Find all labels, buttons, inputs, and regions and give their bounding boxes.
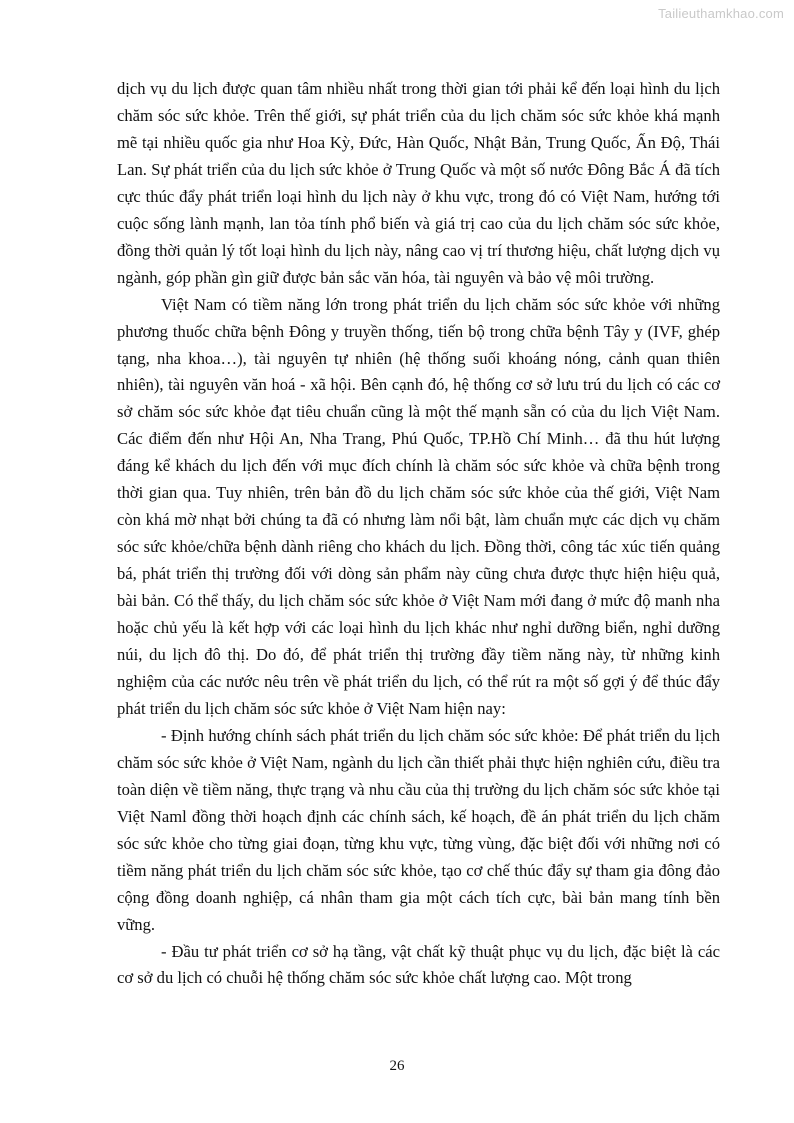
document-body: [117, 76, 720, 992]
page-number: 26: [389, 1058, 405, 1074]
paragraph-infrastructure-investment: - Đầu tư phát triển cơ sở hạ tầng, vật chất kỹ thuật phục vụ du lịch, đặc biệt là các cơ sở du lịch có chuỗi hệ thống chăm sóc sức khỏe chất lượng cao. Một trong: [117, 941, 720, 988]
paragraph-policy-orientation: - Định hướng chính sách phát triển du lịch chăm sóc sức khỏe: Để phát triển du lịch chăm sóc sức khỏe ở Việt Nam, ngành du lịch cần thiết phải thực hiện nghiên cứu, điều tra toàn diện về tiềm năng, thực trạng và nhu cầu của thị trường du lịch chăm sóc sức khỏe tại Việt Naml đồng thời hoạch định các chính sách, kế hoạch, đề án phát triển du lịch chăm sóc sức khỏe cho từng giai đoạn, từng khu vực, từng vùng, đặc biệt đối với những nơi có tiềm năng phát triển du lịch chăm sóc sức khỏe, tạo cơ chế thúc đẩy sự tham gia đông đảo cộng đồng doanh nghiệp, cá nhân tham gia một cách tích cực, bài bản mang tính bền vững.: [117, 725, 720, 934]
watermark-text: Tailieuthamkhao.com: [658, 6, 784, 21]
paragraph-continuation: dịch vụ du lịch được quan tâm nhiều nhất trong thời gian tới phải kể đến loại hình du lịch chăm sóc sức khỏe. Trên thế giới, sự phát triển của du lịch chăm sóc sức khỏe khá mạnh mẽ tại nhiều quốc gia như Hoa Kỳ, Đức, Hàn Quốc, Nhật Bản, Trung Quốc, Ấn Độ, Thái Lan. Sự phát triển của du lịch sức khỏe ở Trung Quốc và một số nước Đông Bắc Á đã tích cực thúc đẩy phát triển loại hình du lịch này ở khu vực, trong đó có Việt Nam, hướng tới cuộc sống lành mạnh, lan tỏa tính phổ biến và giá trị cao của du lịch chăm sóc sức khỏe, đồng thời quản lý tốt loại hình du lịch này, nâng cao vị trí thương hiệu, chất lượng dịch vụ ngành, góp phần gìn giữ được bản sắc văn hóa, tài nguyên và bảo vệ môi trường.: [117, 79, 720, 287]
paragraph-vietnam-potential: Việt Nam có tiềm năng lớn trong phát triển du lịch chăm sóc sức khỏe với những phương thuốc chữa bệnh Đông y truyền thống, tiến bộ trong chữa bệnh Tây y (IVF, ghép tạng, nha khoa…), tài nguyên tự nhiên (hệ thống suối khoáng nóng, cảnh quan thiên nhiên), tài nguyên văn hoá - xã hội. Bên cạnh đó, hệ thống cơ sở lưu trú du lịch có các cơ sở chăm sóc sức khỏe đạt tiêu chuẩn cũng là một thế mạnh sẵn có của du lịch Việt Nam. Các điểm đến như Hội An, Nha Trang, Phú Quốc, TP.Hồ Chí Minh… đã thu hút lượng đáng kể khách du lịch đến với mục đích chính là chăm sóc sức khỏe và chữa bệnh trong thời gian qua. Tuy nhiên, trên bản đồ du lịch chăm sóc sức khỏe của thế giới, Việt Nam còn khá mờ nhạt bởi chúng ta đã có nhưng làm nổi bật, làm chuẩn mực các dịch vụ chăm sóc sức khỏe/chữa bệnh dành riêng cho khách du lịch. Đồng thời, công tác xúc tiến quảng bá, phát triển thị trường đối với dòng sản phẩm này cũng chưa được thực hiện hiệu quả, bài bản. Có thể thấy, du lịch chăm sóc sức khỏe ở Việt Nam mới đang ở mức độ manh nha hoặc chủ yếu là kết hợp với các loại hình du lịch khác như nghỉ dưỡng biển, nghỉ dưỡng núi, du lịch đô thị. Do đó, để phát triển thị trường đầy tiềm năng này, từ những kinh nghiệm của các nước nêu trên về phát triển du lịch, có thể rút ra một số gợi ý để thúc đẩy phát triển du lịch chăm sóc sức khỏe ở Việt Nam hiện nay:: [117, 294, 720, 718]
